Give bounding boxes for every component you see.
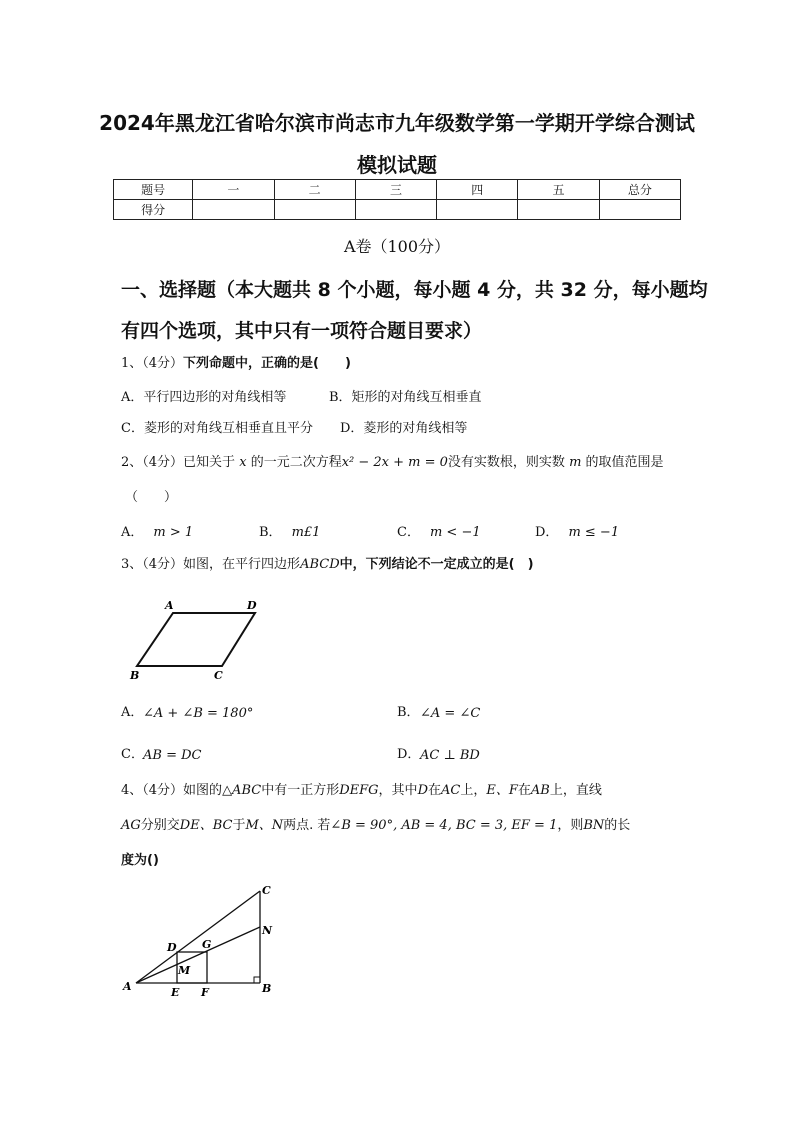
option-expression: m > 1 bbox=[153, 525, 194, 540]
option-label: C． bbox=[397, 525, 420, 540]
score-cell bbox=[355, 200, 436, 220]
point-label-m: M bbox=[178, 964, 191, 977]
question-2-option-d bbox=[535, 521, 619, 540]
question-3-text-part: 如图，在平行四边形 bbox=[183, 557, 301, 572]
score-cell bbox=[274, 200, 355, 220]
vertex-label-d: D bbox=[247, 599, 257, 612]
point-d: D bbox=[417, 783, 428, 798]
question-1-number: 1、（4分） bbox=[121, 356, 184, 371]
point-label-b: B bbox=[262, 982, 272, 995]
score-header-cell: 五 bbox=[518, 180, 599, 200]
score-table-header-row bbox=[114, 180, 681, 200]
question-3-stem bbox=[121, 556, 534, 574]
question-2-answer-paren: （ ） bbox=[125, 490, 178, 505]
score-cell bbox=[518, 200, 599, 220]
option-label: D． bbox=[535, 525, 559, 540]
vertex-label-c: C bbox=[214, 669, 223, 682]
question-3-option-d-expr: AC ⊥ BD bbox=[420, 748, 480, 763]
question-2-option-c bbox=[397, 521, 481, 540]
exam-title-line1: 2024年黑龙江省哈尔滨市尚志市九年级数学第一学期开学综合测试 bbox=[99, 111, 695, 135]
point-label-d: D bbox=[167, 941, 177, 954]
option-expression: m < −1 bbox=[429, 525, 481, 540]
question-2-text-part: 的一元二次方程 bbox=[250, 455, 342, 470]
line-ag: AG bbox=[121, 818, 141, 833]
question-4-text-part: 于 bbox=[232, 818, 246, 833]
question-1-option-c: C．菱形的对角线互相垂直且平分 bbox=[121, 421, 313, 436]
segment-ac: AC bbox=[441, 783, 461, 798]
section1-heading-line2: 有四个选项，其中只有一项符合题目要求） bbox=[121, 320, 483, 342]
question-3-option-a bbox=[121, 701, 143, 720]
points-e-f: E、F bbox=[486, 783, 518, 798]
option-label: A． bbox=[121, 525, 144, 540]
question-4-text-part: 上，直线 bbox=[549, 783, 602, 798]
question-4-line3: 度为() bbox=[121, 853, 159, 868]
question-4-text-part: 两点. 若 bbox=[283, 818, 331, 833]
option-expression: m£1 bbox=[291, 525, 321, 540]
question-3-text-part: 中，下列结论不一定成立的是( ) bbox=[339, 557, 534, 572]
question-2-text-part: 没有实数根，则实数 bbox=[447, 455, 565, 470]
question-3-option-c-expr: AB = DC bbox=[143, 748, 202, 763]
question-2-number: 2、（4分） bbox=[121, 455, 184, 470]
question-3-option-b bbox=[397, 701, 420, 720]
question-3-option-a-expr: ∠A + ∠B = 180° bbox=[143, 706, 254, 721]
score-header-cell: 四 bbox=[437, 180, 518, 200]
vertex-label-b: B bbox=[130, 669, 140, 682]
question-3-option-c bbox=[121, 743, 144, 762]
point-label-a: A bbox=[123, 980, 132, 993]
question-4-text-part: 分别交 bbox=[140, 818, 180, 833]
question-1-text: 下列命题中，正确的是( ) bbox=[183, 356, 351, 371]
given-conditions: ∠B = 90°, AB = 4, BC = 3, EF = 1 bbox=[330, 818, 558, 833]
question-2-stem bbox=[121, 454, 664, 472]
score-header-cell: 总分 bbox=[599, 180, 680, 200]
option-label: A． bbox=[121, 705, 144, 720]
question-4-text-part: 在 bbox=[428, 783, 442, 798]
question-2-text-part: 的取值范围是 bbox=[585, 455, 664, 470]
right-angle-mark bbox=[254, 977, 260, 983]
question-2-option-a bbox=[121, 521, 193, 540]
score-header-cell: 一 bbox=[193, 180, 274, 200]
point-label-n: N bbox=[262, 924, 273, 937]
question-4-number: 4、（4分） bbox=[121, 783, 184, 798]
triangle-square-figure bbox=[118, 880, 288, 1000]
question-4-text-part: 上， bbox=[460, 783, 487, 798]
vertex-label-a: A bbox=[165, 599, 174, 612]
score-cell bbox=[193, 200, 274, 220]
question-3-option-d bbox=[397, 743, 420, 762]
question-4-text-part: 在 bbox=[517, 783, 531, 798]
point-label-g: G bbox=[202, 938, 212, 951]
exam-title-line2: 模拟试题 bbox=[357, 153, 437, 177]
variable-m: m bbox=[569, 455, 582, 470]
question-4-text-part: ，则 bbox=[557, 818, 584, 833]
paper-a-heading: A卷（100分） bbox=[343, 237, 451, 256]
segment-bn: BN bbox=[583, 818, 605, 833]
parallelogram-shape bbox=[137, 613, 255, 666]
question-4-text-part: 如图的 bbox=[183, 783, 223, 798]
question-3-option-b-expr: ∠A = ∠C bbox=[420, 706, 481, 721]
points-m-n: M、N bbox=[245, 818, 284, 833]
side-ac bbox=[136, 891, 260, 983]
score-row-label: 得分 bbox=[114, 200, 193, 220]
section1-heading-line1: 一、选择题（本大题共 8 个小题，每小题 4 分，共 32 分，每小题均 bbox=[121, 279, 708, 301]
option-label: B． bbox=[397, 705, 420, 720]
variable-x: x bbox=[239, 455, 247, 470]
score-header-cell: 二 bbox=[274, 180, 355, 200]
parallelogram-figure bbox=[125, 593, 275, 683]
triangle-abc: △ABC bbox=[222, 783, 262, 798]
option-label: C． bbox=[121, 747, 144, 762]
question-1-option-b: B．矩形的对角线互相垂直 bbox=[329, 390, 482, 405]
segments-de-bc: DE、BC bbox=[179, 818, 233, 833]
option-label: B． bbox=[259, 525, 282, 540]
score-table-score-row bbox=[114, 200, 681, 220]
score-header-cell: 题号 bbox=[114, 180, 193, 200]
question-3-number: 3、（4分） bbox=[121, 557, 184, 572]
question-4-text-part: 中有一正方形 bbox=[261, 783, 340, 798]
point-label-f: F bbox=[201, 986, 209, 999]
question-2-option-b bbox=[259, 521, 320, 540]
question-1-option-d: D．菱形的对角线相等 bbox=[340, 421, 468, 436]
score-header-cell: 三 bbox=[355, 180, 436, 200]
question-1-stem bbox=[121, 355, 351, 373]
variable-abcd: ABCD bbox=[300, 557, 340, 572]
question-4-text-part: ，其中 bbox=[378, 783, 418, 798]
quadratic-equation: x² − 2x + m = 0 bbox=[341, 455, 448, 470]
question-1-option-a: A．平行四边形的对角线相等 bbox=[121, 390, 287, 405]
square-defg: DEFG bbox=[339, 783, 379, 798]
option-label: D． bbox=[397, 747, 421, 762]
score-cell bbox=[437, 200, 518, 220]
question-4-line1 bbox=[121, 782, 602, 800]
segment-ab: AB bbox=[530, 783, 550, 798]
point-label-e: E bbox=[171, 986, 180, 999]
score-table bbox=[113, 179, 681, 220]
question-4-text-part: 的长 bbox=[604, 818, 631, 833]
line-ag-n bbox=[136, 927, 260, 983]
question-4-line2 bbox=[121, 817, 630, 835]
score-cell bbox=[599, 200, 680, 220]
option-expression: m ≤ −1 bbox=[568, 525, 620, 540]
point-label-c: C bbox=[262, 884, 271, 897]
question-2-text-part: 已知关于 bbox=[183, 455, 236, 470]
